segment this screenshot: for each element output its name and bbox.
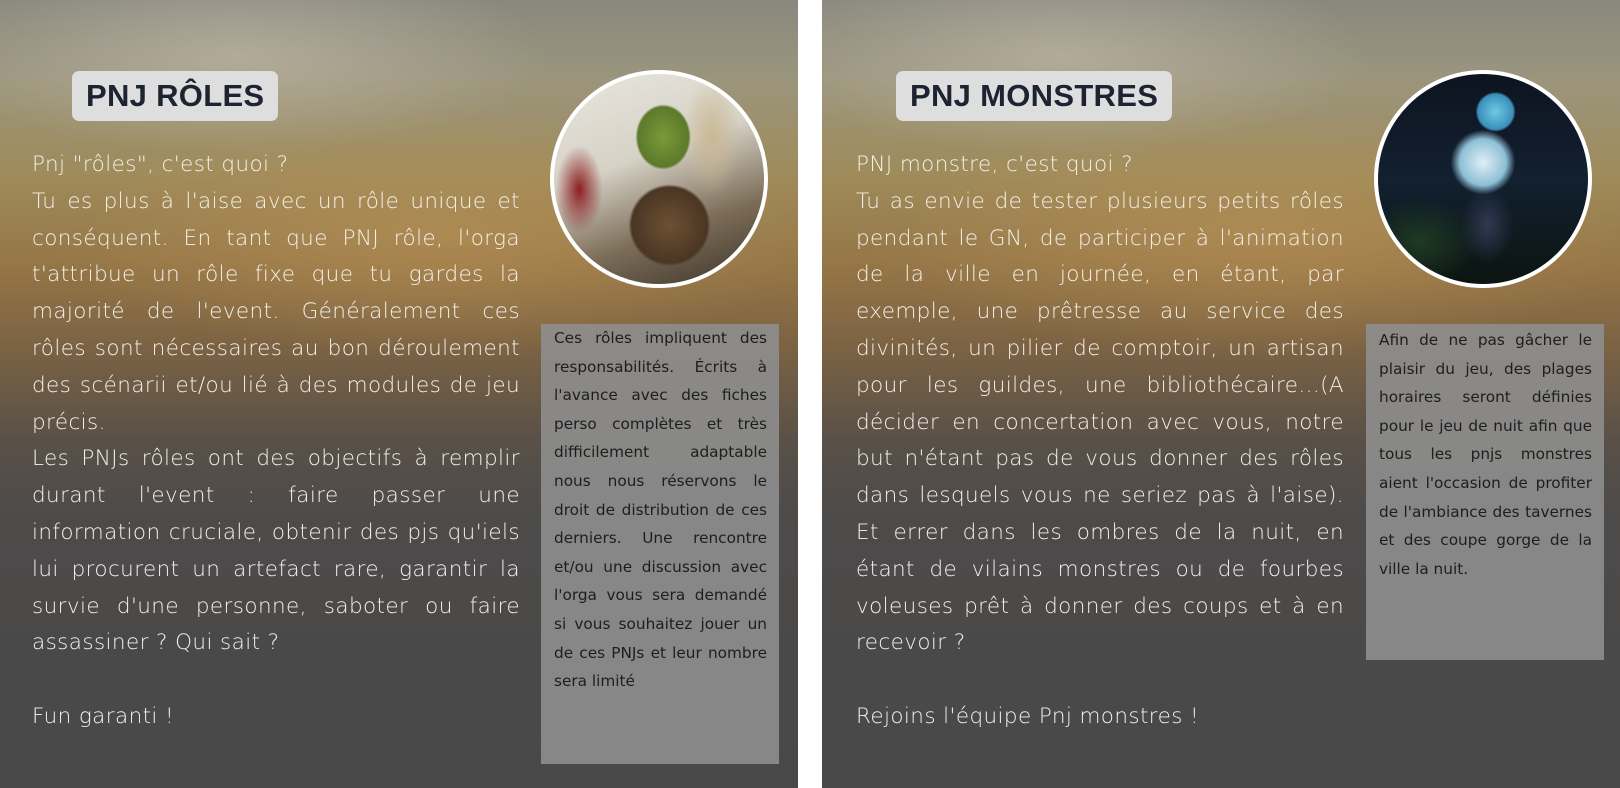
panel-title-roles: PNJ RÔLES	[72, 71, 278, 121]
intro-question-roles: Pnj "rôles", c'est quoi ?	[32, 152, 289, 177]
note-box-roles: Ces rôles impliquent des responsabilités. Écrits à l'avance avec des fiches perso complètes et très difficilement adaptable nous nous réservons le droit de distribution de ces derniers. Une rencontre et/ou une discussion avec l'orga vous sera demandé si vous souhaitez jouer un de ces PNJs et leur nombre sera limité	[541, 324, 779, 764]
description-monstres	[856, 147, 1344, 736]
note-box-monstres: Afin de ne pas gâcher le plaisir du jeu, des plages horaires seront définies pour le jeu de nuit afin que tous les pnjs monstres aient l'occasion de profiter de l'ambiance des tavernes et des coupe gorge de la ville la nuit.	[1366, 324, 1604, 660]
spacer	[32, 662, 520, 699]
paragraph-roles-1: Tu es plus à l'aise avec un rôle unique et conséquent. En tant que PNJ rôle, l'orga t'attribue un rôle fixe que tu gardes la majorité de l'event. Généralement ces rôles sont nécessaires au bon déroulement des scénarii et/ou lié à des modules de jeu précis.	[32, 188, 520, 435]
panel-pnj-roles	[0, 0, 798, 788]
description-roles	[32, 147, 520, 736]
closing-monstres: Rejoins l'équipe Pnj monstres !	[856, 703, 1200, 729]
panel-title-monstres: PNJ MONSTRES	[896, 71, 1172, 121]
spacer	[856, 662, 1344, 699]
intro-question-monstres: PNJ monstre, c'est quoi ?	[856, 152, 1133, 177]
divider	[798, 0, 822, 788]
paragraph-monstres-1: Tu as envie de tester plusieurs petits rôles pendant le GN, de participer à l'animation de la ville en journée, en étant, par exemple, une prêtresse au service des divinités, un pilier de comptoir, un artisan pour les guildes, une bibliothécaire...(A décider en concertation avec vous, notre but n'étant pas de vous donner des rôles dans lesquels vous ne seriez pas à l'aise). Et errer dans les ombres de la nuit, en étant de vilains monstres ou de fourbes voleuses prêt à donner des coups et à en recevoir ?	[856, 188, 1344, 656]
closing-roles: Fun garanti !	[32, 703, 175, 729]
avatar-orc-photo	[550, 70, 768, 288]
panel-pnj-monstres	[822, 0, 1620, 788]
paragraph-roles-2: Les PNJs rôles ont des objectifs à remplir durant l'event : faire passer une information cruciale, obtenir des pjs qu'iels lui procurent un artefact rare, garantir la survie d'une personne, saboter ou faire assassiner ? Qui sait ?	[32, 446, 520, 656]
avatar-monster-photo	[1374, 70, 1592, 288]
